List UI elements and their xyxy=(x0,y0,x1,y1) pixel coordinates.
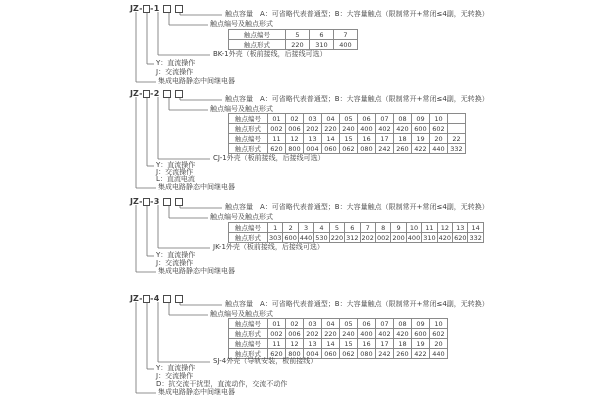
section-jz-3 xyxy=(130,197,600,275)
value-cell: 04 xyxy=(322,114,340,124)
value-cell: 440 xyxy=(299,233,313,242)
model-code xyxy=(130,4,183,13)
code-prefix: JZ xyxy=(130,4,139,13)
value-cell: 8 xyxy=(375,223,390,233)
row-header-cell: 触点编号 xyxy=(229,319,268,329)
value-cell: 14 xyxy=(322,134,340,144)
value-cell: 11 xyxy=(422,223,437,233)
desc-series: 集成电路静态中间继电器 xyxy=(158,267,235,275)
value-cell xyxy=(448,114,466,124)
value-cell: 22 xyxy=(448,134,466,144)
value-cell: 01 xyxy=(268,319,286,329)
placeholder-box xyxy=(143,295,150,303)
placeholder-box xyxy=(175,90,183,98)
value-cell: 240 xyxy=(340,329,358,339)
section-jz-4 xyxy=(130,294,600,396)
value-cell: 002 xyxy=(268,124,286,134)
value-cell: 7 xyxy=(360,223,375,233)
value-cell: 312 xyxy=(346,233,359,242)
row-header-cell: 触点编号 xyxy=(229,114,268,124)
desc-option-j: J：交流操作 xyxy=(156,372,194,380)
value-cell: 5 xyxy=(286,30,310,40)
value-cell: 2 xyxy=(283,223,298,233)
value-cell: 13 xyxy=(453,223,468,233)
value-cell: 440 xyxy=(430,144,448,154)
row-header-cell: 触点形式 xyxy=(229,329,268,339)
table-row xyxy=(229,223,484,233)
value-cell: 310 xyxy=(310,40,334,50)
value-cell: 303 xyxy=(269,233,282,242)
dash: - xyxy=(139,89,143,98)
desc-option-j: J：交流操作 xyxy=(156,68,194,76)
value-cell: 07 xyxy=(376,319,394,329)
value-cell: 402 xyxy=(376,124,394,134)
value-cell: 14 xyxy=(322,339,340,349)
dash: - xyxy=(139,4,143,13)
placeholder-box xyxy=(163,90,171,98)
table-row xyxy=(229,134,466,144)
value-cell: 202 xyxy=(361,233,374,242)
code-number: 3 xyxy=(153,197,160,206)
table-row xyxy=(229,144,466,154)
value-cell: 12 xyxy=(437,223,452,233)
desc-shell: BK-1外壳（板前接线，后接线可选） xyxy=(213,50,327,58)
value-cell: 080 xyxy=(358,144,376,154)
placeholder-box xyxy=(143,90,150,98)
desc-shell: SJ-4外壳（导轨安装，板前接线） xyxy=(213,357,318,365)
value-cell: 600 xyxy=(284,233,297,242)
value-cell: 620 xyxy=(454,233,467,242)
value-cell: 004 xyxy=(304,349,322,359)
code-number: 2 xyxy=(153,89,160,98)
value-cell: 400 xyxy=(334,40,358,50)
table-row xyxy=(229,124,466,134)
value-cell: 11 xyxy=(268,134,286,144)
value-cell: 11 xyxy=(268,339,286,349)
value-cell: 02 xyxy=(286,319,304,329)
desc-shell: CJ-1外壳（板前接线，后接线可选） xyxy=(213,154,325,162)
value-cell: 002 xyxy=(268,329,286,339)
table-row xyxy=(229,329,448,339)
desc-series: 集成电路静态中间继电器 xyxy=(158,183,235,191)
value-cell: 600 xyxy=(412,329,430,339)
placeholder-box xyxy=(143,5,150,13)
code-prefix: JZ xyxy=(130,294,139,303)
row-header-cell: 触点形式 xyxy=(229,40,286,50)
placeholder-box xyxy=(163,5,171,13)
dash: - xyxy=(150,197,154,206)
code-prefix: JZ xyxy=(130,89,139,98)
value-cell: 6 xyxy=(345,223,360,233)
row-header-cell: 触点形式 xyxy=(229,233,268,243)
value-cell: 062 xyxy=(340,144,358,154)
desc-contact-number-form: 触点编号及触点形式 xyxy=(210,105,273,113)
desc-contact-capacity: 触点容量 A：可省略代表普通型；B：大容量触点（限制常开+常闭≤4副，无转换） xyxy=(225,95,489,103)
value-cell: 17 xyxy=(376,339,394,349)
value-cell: 9 xyxy=(391,223,406,233)
value-cell: 220 xyxy=(330,233,344,242)
value-cell: 08 xyxy=(394,114,412,124)
desc-option-l: L：直流电流 xyxy=(156,175,195,183)
value-cell: 332 xyxy=(469,233,482,242)
value-cell: 220 xyxy=(286,40,310,50)
value-cell: 004 xyxy=(304,144,322,154)
value-cell: 05 xyxy=(340,114,358,124)
value-cell: 19 xyxy=(412,134,430,144)
value-cell: 14 xyxy=(468,223,483,233)
value-cell: 420 xyxy=(438,233,452,242)
value-cell: 400 xyxy=(358,124,376,134)
value-cell: 12 xyxy=(286,134,304,144)
value-cell: 800 xyxy=(286,144,304,154)
value-cell: 332 xyxy=(448,144,466,154)
value-cell xyxy=(448,124,466,134)
value-cell: 062 xyxy=(340,349,358,359)
row-header-cell: 触点编号 xyxy=(229,134,268,144)
value-cell: 240 xyxy=(340,124,358,134)
value-cell: 06 xyxy=(358,114,376,124)
value-cell: 07 xyxy=(376,114,394,124)
value-cell: 420 xyxy=(394,329,412,339)
value-cell: 09 xyxy=(412,114,430,124)
placeholder-box xyxy=(163,198,171,206)
value-cell: 420 xyxy=(394,124,412,134)
table-row xyxy=(229,114,466,124)
contact-table xyxy=(228,318,448,359)
value-cell: 09 xyxy=(412,319,430,329)
value-cell: 422 xyxy=(412,349,430,359)
desc-series: 集成电路静态中间继电器 xyxy=(158,388,235,396)
row-header-cell: 触点形式 xyxy=(229,124,268,134)
value-cell: 18 xyxy=(394,339,412,349)
value-cell: 400 xyxy=(407,233,421,242)
value-cell: 01 xyxy=(268,114,286,124)
dash: - xyxy=(150,294,154,303)
value-cell: 002 xyxy=(376,233,390,242)
value-cell: 602 xyxy=(430,124,448,134)
placeholder-box xyxy=(143,198,150,206)
placeholder-box xyxy=(175,295,183,303)
contact-table xyxy=(228,113,466,154)
value-cell: 620 xyxy=(268,349,286,359)
value-cell: 260 xyxy=(394,349,412,359)
desc-contact-capacity: 触点容量 A：可省略代表普通型；B：大容量触点（限制常开+常闭≤4副，无转换） xyxy=(225,203,489,211)
row-header-cell: 触点编号 xyxy=(229,339,268,349)
value-cell: 10 xyxy=(430,114,448,124)
value-cell: 6 xyxy=(310,30,334,40)
row-header-cell: 触点形式 xyxy=(229,349,268,359)
value-cell: 18 xyxy=(394,134,412,144)
value-cell: 400 xyxy=(358,329,376,339)
dash: - xyxy=(139,294,143,303)
value-cell: 060 xyxy=(322,349,340,359)
code-prefix: JZ xyxy=(130,197,139,206)
table-row xyxy=(229,233,484,243)
value-cell: 402 xyxy=(376,329,394,339)
value-cell: 422 xyxy=(412,144,430,154)
code-number: 1 xyxy=(153,4,160,13)
value-cell: 200 xyxy=(392,233,405,242)
desc-option-d: D：抗交流干扰型，直流动作，交流不动作 xyxy=(156,380,288,388)
value-cell: 006 xyxy=(286,329,304,339)
table-row xyxy=(229,319,448,329)
value-cell: 16 xyxy=(358,339,376,349)
value-cell: 20 xyxy=(430,339,448,349)
desc-contact-capacity: 触点容量 A：可省略代表普通型；B：大容量触点（限制常开+常闭≤4副，无转换） xyxy=(225,300,489,308)
value-cell: 4 xyxy=(314,223,329,233)
value-cell: 13 xyxy=(304,339,322,349)
value-cell: 12 xyxy=(286,339,304,349)
value-cell: 03 xyxy=(304,114,322,124)
value-cell: 220 xyxy=(322,329,340,339)
contact-table xyxy=(228,29,358,50)
value-cell: 260 xyxy=(394,144,412,154)
model-code xyxy=(130,89,183,98)
value-cell: 13 xyxy=(304,134,322,144)
value-cell: 10 xyxy=(406,223,421,233)
value-cell: 04 xyxy=(322,319,340,329)
value-cell: 440 xyxy=(430,349,448,359)
dash: - xyxy=(150,89,154,98)
desc-contact-capacity: 触点容量 A：可省略代表普通型；B：大容量触点（限制常开+常闭≤4副，无转换） xyxy=(225,10,489,18)
value-cell: 1 xyxy=(268,223,283,233)
value-cell: 080 xyxy=(358,349,376,359)
value-cell: 16 xyxy=(358,134,376,144)
model-code xyxy=(130,294,183,303)
value-cell: 620 xyxy=(268,144,286,154)
dash: - xyxy=(139,197,143,206)
desc-option-j: J：交流操作 xyxy=(156,259,194,267)
row-header-cell: 触点编号 xyxy=(229,30,286,40)
value-cell: 530 xyxy=(315,233,328,242)
value-cell: 03 xyxy=(304,319,322,329)
table-row xyxy=(229,30,358,40)
value-cell: 19 xyxy=(412,339,430,349)
value-cell: 602 xyxy=(430,329,448,339)
value-cell: 3 xyxy=(298,223,313,233)
value-cell: 202 xyxy=(304,124,322,134)
placeholder-box xyxy=(175,5,183,13)
value-cell: 15 xyxy=(340,134,358,144)
model-code xyxy=(130,197,183,206)
desc-option-j: J：交流操作 xyxy=(156,168,194,176)
value-cell: 310 xyxy=(423,233,436,242)
value-cell: 17 xyxy=(376,134,394,144)
value-cell: 20 xyxy=(430,134,448,144)
value-cell: 600 xyxy=(412,124,430,134)
table-row xyxy=(229,40,358,50)
value-cell: 800 xyxy=(286,349,304,359)
value-cell: 06 xyxy=(358,319,376,329)
desc-contact-number-form: 触点编号及触点形式 xyxy=(210,310,273,318)
value-cell: 242 xyxy=(376,349,394,359)
value-cell: 15 xyxy=(340,339,358,349)
desc-option-y: Y：直流操作 xyxy=(156,364,196,372)
desc-series: 集成电路静态中间继电器 xyxy=(158,77,235,85)
row-header-cell: 触点形式 xyxy=(229,144,268,154)
value-cell: 02 xyxy=(286,114,304,124)
section-jz-2 xyxy=(130,89,600,193)
contact-table xyxy=(228,222,484,243)
value-cell: 5 xyxy=(329,223,344,233)
value-cell: 202 xyxy=(304,329,322,339)
placeholder-box xyxy=(163,295,171,303)
value-cell: 08 xyxy=(394,319,412,329)
desc-option-y: Y：直流操作 xyxy=(156,59,196,67)
value-cell: 05 xyxy=(340,319,358,329)
section-jz-1 xyxy=(130,4,600,88)
value-cell: 220 xyxy=(322,124,340,134)
value-cell: 10 xyxy=(430,319,448,329)
value-cell: 242 xyxy=(376,144,394,154)
value-cell: 060 xyxy=(322,144,340,154)
placeholder-box xyxy=(175,198,183,206)
desc-option-y: Y：直流操作 xyxy=(156,251,196,259)
value-cell: 7 xyxy=(334,30,358,40)
code-number: 4 xyxy=(153,294,160,303)
desc-shell: JK-1外壳（板前接线，后接线可选） xyxy=(213,243,324,251)
table-row xyxy=(229,339,448,349)
desc-option-y: Y：直流操作 xyxy=(156,161,196,169)
desc-contact-number-form: 触点编号及触点形式 xyxy=(210,213,273,221)
value-cell: 006 xyxy=(286,124,304,134)
row-header-cell: 触点编号 xyxy=(229,223,268,233)
dash: - xyxy=(150,4,154,13)
desc-contact-number-form: 触点编号及触点形式 xyxy=(210,20,273,28)
